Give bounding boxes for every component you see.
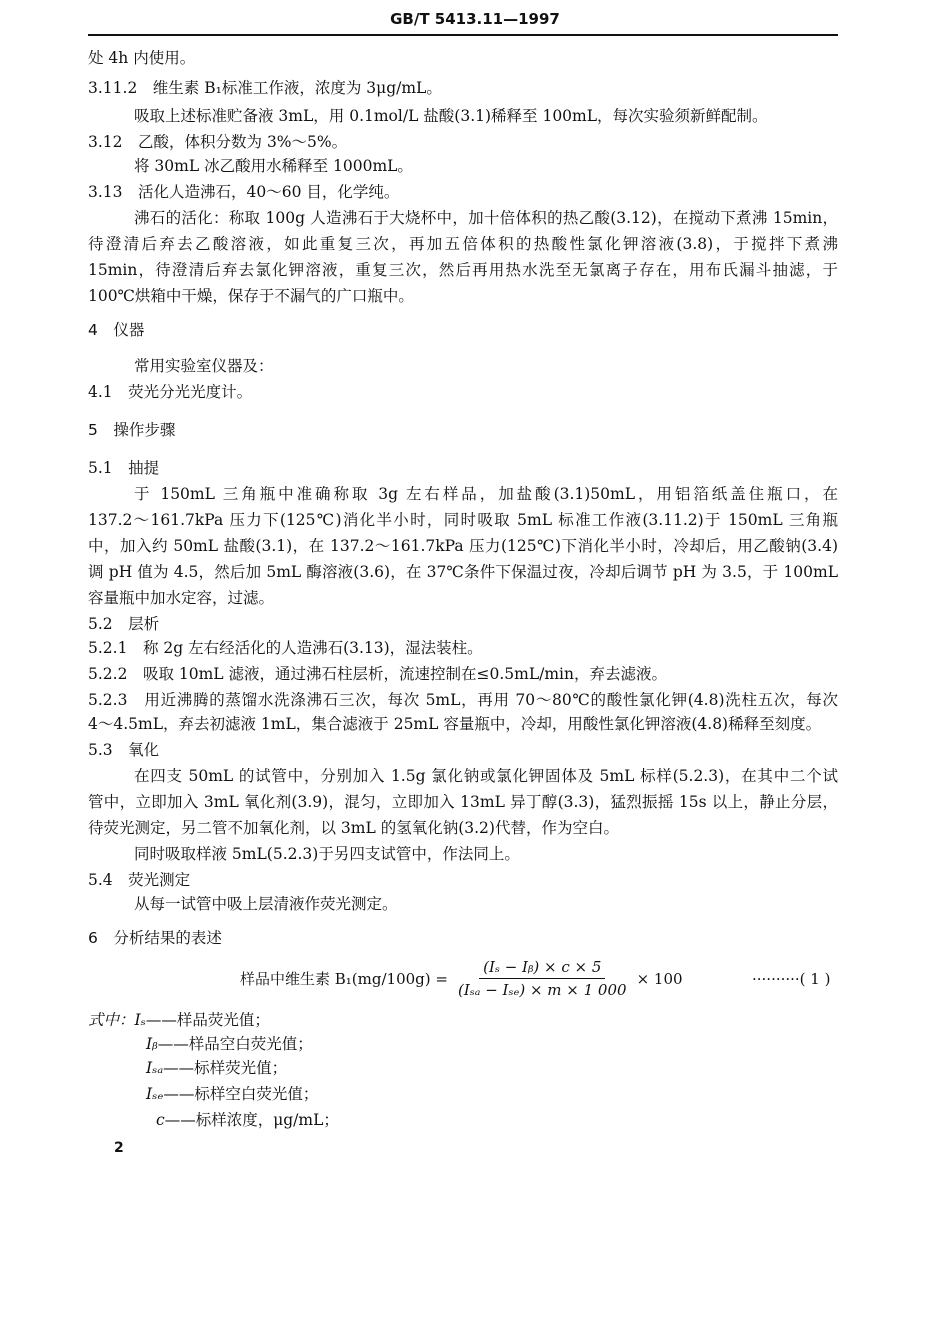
text-line: 4～4.5mL，弃去初滤液 1mL，集合滤液于 25mL 容量瓶中，冷却，用酸性氯化钾溶液(4.8)稀释至刻度。 [88,715,822,733]
clause-5-3: 5.3 氧化 [88,741,160,759]
text-line: 在四支 50mL 的试管中，分别加入 1.5g 氯化钠或氯化钾固体及 5mL 标样(5.2.3)，在其中二个试 [134,767,838,785]
formula-lhs: 样品中维生素 B₁(mg/100g) = [240,970,448,988]
text-line: 待荧光测定，另二管不加氧化剂，以 3mL 的氢氧化钠(3.2)代替，作为空白。 [88,819,619,837]
text-line: 容量瓶中加水定容，过滤。 [88,589,275,607]
formula-multiplier: × 100 [636,969,683,988]
definition-symbol: Iᵦ [146,1035,158,1053]
formula-1 [240,958,683,999]
text-line: 137.2～161.7kPa 压力下(125℃)消化半小时，同时吸取 5mL 标准工作液(3.11.2)于 150mL 三角瓶 [88,511,838,529]
clause-5-2-2: 5.2.2 吸取 10mL 滤液，通过沸石柱层析，流速控制在≤0.5mL/min，弃去滤液。 [88,665,667,683]
page-header: GB/T 5413.11—1997 [390,10,560,28]
text-line: 处 4h 内使用。 [88,49,196,67]
text-line: 100℃烘箱中干燥，保存于不漏气的广口瓶中。 [88,287,414,305]
text-line: 从每一试管中吸上层清液作荧光测定。 [134,895,398,913]
formula-denominator: (Iₛₐ − Iₛₑ) × m × 1 000 [457,981,627,999]
text-line: 吸取上述标准贮备液 3mL，用 0.1mol/L 盐酸(3.1)稀释至 100mL，每次实验须新鲜配制。 [134,107,768,125]
clause-5-4: 5.4 荧光测定 [88,871,191,889]
definition-symbol: 式中：Iₛ [88,1011,146,1029]
clause-5-2-3: 5.2.3 用近沸腾的蒸馏水洗涤沸石三次，每次 5mL，再用 70～80℃的酸性氯化钾(4.8)洗柱五次，每次 [88,691,838,709]
definition-row [156,1110,339,1130]
text-line: 15min，待澄清后弃去氯化钾溶液，重复三次，然后再用热水洗至无氯离子存在，用布氏漏斗抽滤，于 [88,261,838,279]
text-line: 待澄清后弃去乙酸溶液，如此重复三次，再加五倍体积的热酸性氯化钾溶液(3.8)，于搅拌下煮沸 [88,235,838,253]
equation-number: ··········( 1 ) [752,970,831,988]
text-line: 管中，立即加入 3mL 氧化剂(3.9)，混匀，立即加入 13mL 异丁醇(3.3)，猛烈振摇 15s 以上，静止分层， [88,793,838,811]
definition-text: ——标样浓度，μg/mL； [164,1111,339,1129]
clause-5-1: 5.1 抽提 [88,459,160,477]
clause-3-12: 3.12 乙酸，体积分数为 3%～5%。 [88,133,348,151]
formula-numerator: (Iₛ − Iᵦ) × c × 5 [479,958,605,979]
clause-4-1: 4.1 荧光分光光度计。 [88,383,253,401]
text-line: 将 30mL 冰乙酸用水稀释至 1000mL。 [134,157,413,175]
definition-row [146,1084,318,1104]
definition-symbol: Iₛₐ [146,1059,164,1077]
header-rule [88,34,838,36]
definition-row [88,1010,270,1030]
definition-text: ——样品荧光值； [145,1011,270,1029]
section-heading-4: 4 仪器 [88,321,145,339]
text-line: 沸石的活化：称取 100g 人造沸石于大烧杯中，加十倍体积的热乙酸(3.12)，在搅动下煮沸 15min， [134,209,838,227]
definition-symbol: c [156,1111,165,1129]
text-line: 中，加入约 50mL 盐酸(3.1)，在 137.2～161.7kPa 压力(125℃)下消化半小时，冷却后，用乙酸钠(3.4) [88,537,838,555]
section-heading-5: 5 操作步骤 [88,421,176,439]
clause-5-2: 5.2 层析 [88,615,160,633]
text-line: 调 pH 值为 4.5，然后加 5mL 酶溶液(3.6)，在 37℃条件下保温过夜，冷却后调节 pH 为 3.5，于 100mL [88,563,838,581]
definition-text: ——样品空白荧光值； [157,1035,313,1053]
definition-row [146,1058,287,1078]
clause-3-13: 3.13 活化人造沸石，40～60 目，化学纯。 [88,183,400,201]
text-line: 同时吸取样液 5mL(5.2.3)于另四支试管中，作法同上。 [134,845,520,863]
formula-fraction [454,958,631,999]
page-number: 2 [114,1140,124,1156]
clause-5-2-1: 5.2.1 称 2g 左右经活化的人造沸石(3.13)，湿法装柱。 [88,639,483,657]
section-heading-6: 6 分析结果的表述 [88,929,222,947]
definition-symbol: Iₛₑ [146,1085,164,1103]
text-line: 于 150mL 三角瓶中准确称取 3g 左右样品，加盐酸(3.1)50mL，用铝箔纸盖住瓶口，在 [134,485,838,503]
definition-text: ——标样荧光值； [163,1059,288,1077]
definition-text: ——标样空白荧光值； [163,1085,319,1103]
text-line: 常用实验室仪器及： [134,357,274,375]
clause-3-11-2: 3.11.2 维生素 B₁标准工作液，浓度为 3μg/mL。 [88,79,442,97]
definition-row [146,1034,313,1054]
